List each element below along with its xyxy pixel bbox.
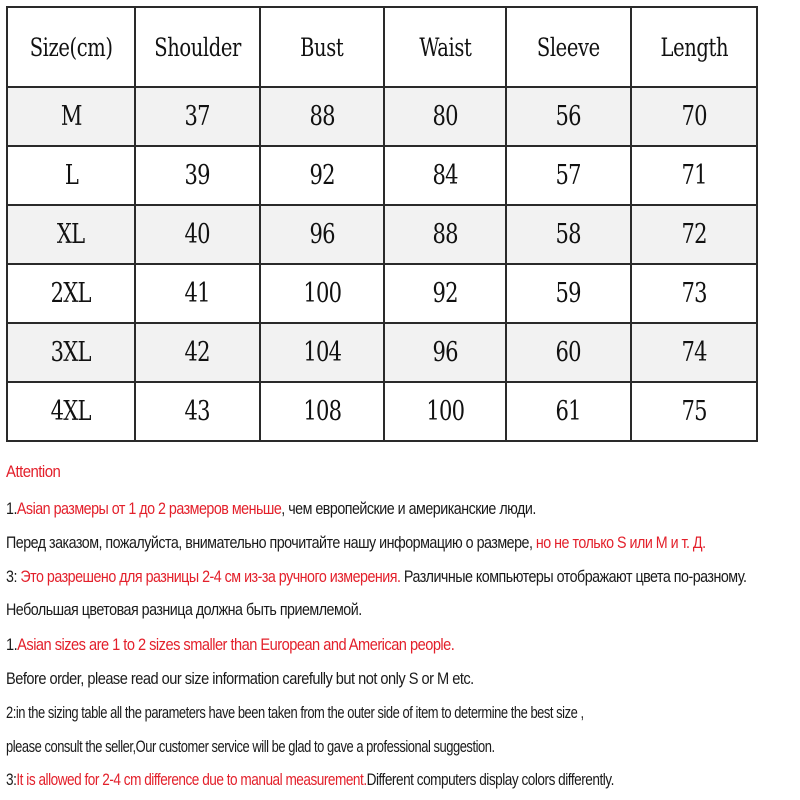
cell-bust [260,323,384,382]
cell-waist-value: 96 [432,337,458,368]
header-waist [384,7,506,87]
header-length [631,7,757,87]
note-line-en-1 [6,635,454,655]
cell-waist [384,264,506,323]
note-text: Небольшая цветовая разница должна быть приемлемой. [6,600,362,619]
cell-shoulder [135,264,260,323]
header-size-label: Size(cm) [29,32,113,62]
header-shoulder-label: Shoulder [154,32,241,62]
cell-waist [384,146,506,205]
note-text: Before order, please read our size information carefully but not only S or M etc. [6,669,474,688]
note-text-highlight: Asian размеры от 1 до 2 размеров меньше [16,499,282,518]
cell-waist-value: 80 [432,101,458,132]
cell-bust [260,264,384,323]
header-bust [260,7,384,87]
note-text-highlight: Asian sizes are 1 to 2 sizes smaller than European and American people. [17,635,455,654]
note-line-ru-4 [6,600,362,620]
cell-waist [384,87,506,146]
cell-length [631,205,757,264]
cell-bust-value: 92 [309,160,335,191]
cell-length-value: 75 [681,396,707,427]
note-text: 3: [6,567,21,586]
cell-waist-value: 88 [432,219,458,250]
cell-length [631,323,757,382]
cell-sleeve [506,323,631,382]
cell-size-value: XL [57,219,85,250]
cell-shoulder [135,146,260,205]
table-row [7,205,757,264]
cell-size-value: L [64,160,78,191]
note-line-en-4 [6,737,495,757]
cell-length-value: 70 [681,101,707,132]
table-row [7,146,757,205]
cell-shoulder-value: 41 [184,278,211,309]
cell-shoulder [135,87,260,146]
note-text: Различные компьютеры отображают цвета по-разному. [400,567,747,586]
cell-bust [260,382,384,441]
header-shoulder [135,7,260,87]
cell-sleeve-value: 61 [555,396,582,427]
cell-shoulder-value: 40 [184,219,211,250]
note-text-highlight: но не только S или M и т. Д. [535,533,706,552]
cell-shoulder [135,205,260,264]
size-chart-table [6,6,758,442]
cell-bust-value: 104 [303,337,341,368]
cell-size [7,205,135,264]
note-text: 1. [6,635,18,654]
cell-shoulder [135,382,260,441]
cell-size-value: 3XL [50,337,92,368]
note-line-en-2 [6,669,474,689]
cell-sleeve [506,146,631,205]
cell-waist [384,205,506,264]
note-text-highlight: Это разрешено для разницы 2-4 см из-за ручного измерения. [20,567,401,586]
cell-bust-value: 100 [303,278,341,309]
note-line-ru-3 [6,567,746,587]
note-text: 1. [6,499,17,518]
cell-sleeve-value: 60 [555,337,582,368]
note-line-ru-2 [6,533,706,553]
note-text: 3: [6,770,17,789]
note-text: Different computers display colors differently. [366,770,614,789]
cell-size-value: M [60,101,82,132]
cell-size [7,323,135,382]
cell-size [7,146,135,205]
cell-shoulder [135,323,260,382]
header-sleeve-label: Sleeve [537,32,600,62]
cell-shoulder-value: 43 [184,396,211,427]
table-row [7,323,757,382]
cell-shoulder-value: 42 [184,337,211,368]
cell-length [631,146,757,205]
note-line-en-5 [6,770,614,790]
cell-length-value: 72 [681,219,707,250]
table-row [7,87,757,146]
header-waist-label: Waist [418,32,472,62]
cell-size-value: 4XL [50,396,92,427]
cell-sleeve-value: 58 [555,219,582,250]
cell-shoulder-value: 39 [184,160,211,191]
cell-length [631,382,757,441]
cell-waist-value: 100 [426,396,464,427]
attention-heading: Attention [6,462,61,481]
cell-bust [260,205,384,264]
cell-size [7,87,135,146]
header-length-label: Length [660,32,728,62]
cell-length-value: 73 [681,278,707,309]
cell-bust [260,146,384,205]
cell-sleeve-value: 59 [555,278,582,309]
cell-waist-value: 92 [432,278,458,309]
cell-bust-value: 88 [309,101,335,132]
table-header-row [7,7,757,87]
cell-length-value: 71 [681,160,707,191]
cell-sleeve-value: 56 [555,101,582,132]
cell-size [7,382,135,441]
cell-sleeve-value: 57 [555,160,582,191]
cell-length-value: 74 [681,337,707,368]
note-text: please consult the seller,Our customer service will be glad to gave a professional suggestion. [6,737,495,756]
cell-waist-value: 84 [432,160,458,191]
cell-sleeve [506,382,631,441]
cell-size [7,264,135,323]
cell-sleeve [506,205,631,264]
header-bust-label: Bust [300,32,344,62]
header-sleeve [506,7,631,87]
note-line-ru-1 [6,499,536,519]
cell-sleeve [506,264,631,323]
cell-waist [384,382,506,441]
note-text: Перед заказом, пожалуйста, внимательно прочитайте нашу информацию о размере, [6,533,536,552]
note-text: , чем европейские и американские люди. [281,499,536,518]
cell-bust [260,87,384,146]
header-size [7,7,135,87]
cell-sleeve [506,87,631,146]
cell-shoulder-value: 37 [184,101,211,132]
note-text: 2:in the sizing table all the parameters have been taken from the outer side of item to determine the best size , [6,703,584,722]
cell-length [631,87,757,146]
cell-bust-value: 108 [303,396,341,427]
table-row [7,382,757,441]
table-row [7,264,757,323]
cell-length [631,264,757,323]
cell-waist [384,323,506,382]
cell-bust-value: 96 [309,219,335,250]
note-text-highlight: It is allowed for 2-4 cm difference due to manual measurement. [16,770,367,789]
note-line-en-3 [6,703,584,723]
cell-size-value: 2XL [50,278,92,309]
